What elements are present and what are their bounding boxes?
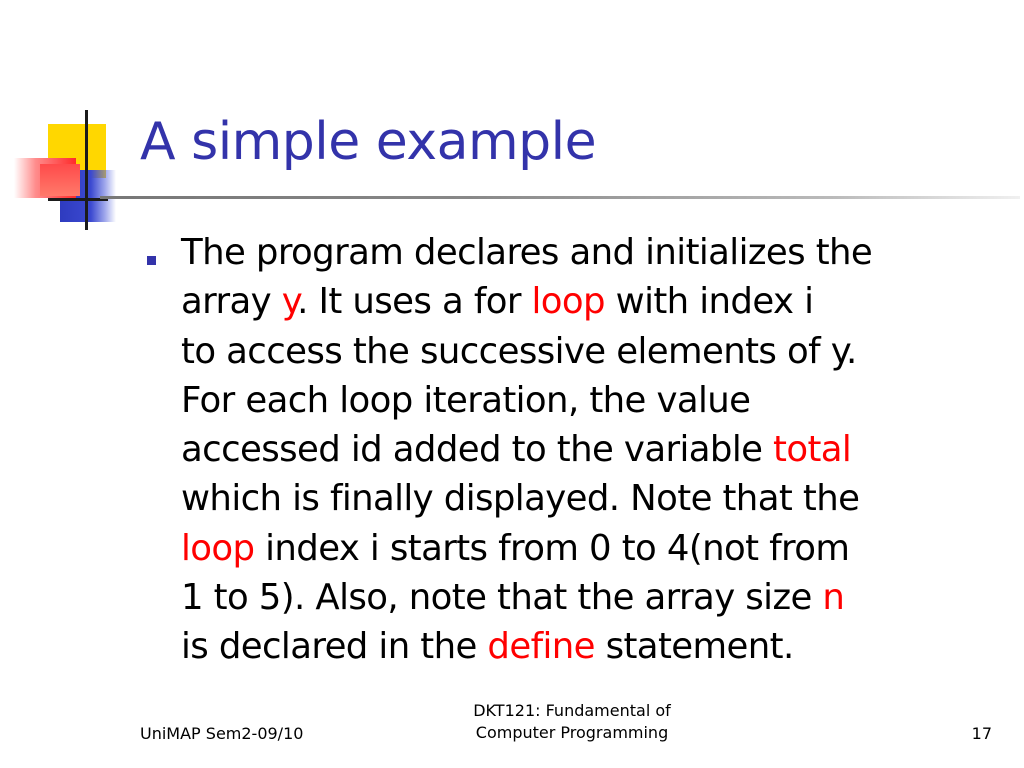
slide-title: A simple example	[140, 112, 597, 172]
paragraph-text: accessed id added to the variable	[181, 429, 774, 471]
horizontal-line-decoration	[48, 198, 108, 201]
footer-center-text	[400, 700, 744, 744]
paragraph-line	[181, 622, 1001, 671]
paragraph-line	[181, 376, 1001, 425]
paragraph-line	[181, 425, 1001, 474]
paragraph-text: with index i	[604, 281, 814, 323]
paragraph-line	[181, 524, 1001, 573]
highlighted-keyword: define	[487, 626, 595, 668]
highlighted-keyword: n	[822, 577, 845, 619]
paragraph-text: array	[181, 281, 282, 323]
paragraph-text: is declared in the	[181, 626, 488, 668]
paragraph-line	[181, 327, 1001, 376]
highlighted-keyword: total	[773, 429, 852, 471]
paragraph-line	[181, 573, 1001, 622]
paragraph-text: . It uses a for	[297, 281, 532, 323]
footer-course-line2: Computer Programming	[475, 723, 669, 742]
paragraph-text: The program declares and initializes the	[181, 232, 873, 273]
corner-decoration	[0, 100, 150, 240]
paragraph-text: to access the successive elements of y.	[181, 330, 857, 372]
paragraph-text: statement.	[594, 626, 794, 668]
footer-left-text: UniMAP Sem2-09/10	[140, 724, 304, 743]
paragraph-line	[181, 228, 1001, 277]
paragraph-text: index i starts from 0 to 4(not from	[254, 527, 850, 569]
highlighted-keyword: loop	[181, 527, 255, 569]
paragraph-text: 1 to 5). Also, note that the array size	[181, 577, 823, 619]
highlighted-keyword: loop	[531, 281, 605, 323]
footer-course-line1: DKT121: Fundamental of	[473, 701, 671, 720]
paragraph-text: which is finally displayed. Note that the	[181, 478, 860, 520]
highlighted-keyword: y	[281, 281, 298, 323]
page-number: 17	[971, 724, 992, 743]
title-underline	[100, 196, 1020, 199]
paragraph-text: For each loop iteration, the value	[181, 379, 751, 421]
bullet-square-icon	[147, 256, 156, 265]
bullet-paragraph	[181, 228, 1001, 672]
red-block-decoration	[40, 164, 80, 196]
paragraph-line	[181, 277, 1001, 326]
vertical-line-decoration	[85, 110, 88, 230]
paragraph-line	[181, 474, 1001, 523]
